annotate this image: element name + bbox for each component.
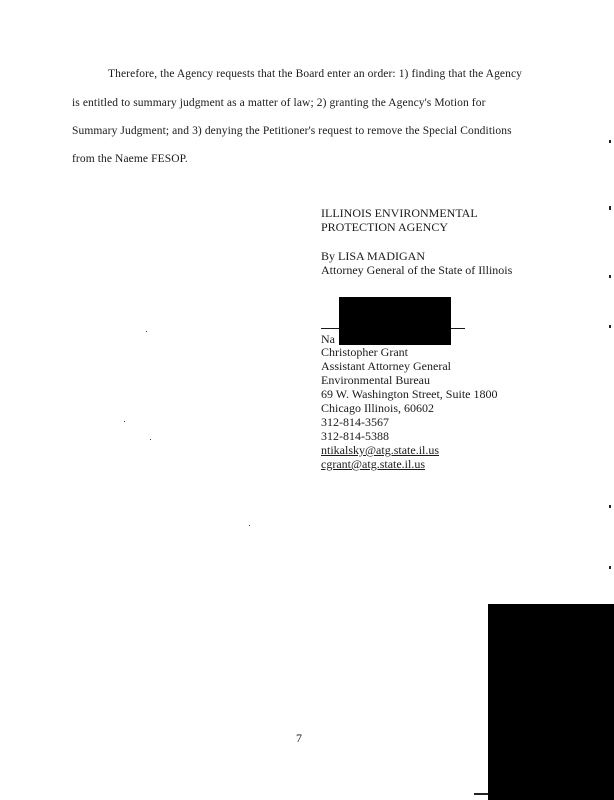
signature-phone-2: 312-814-5388 bbox=[321, 429, 389, 443]
paragraph-line-1: Therefore, the Agency requests that the Board enter an order: 1) finding that the Agency bbox=[108, 68, 523, 80]
edge-mark bbox=[474, 793, 488, 795]
edge-mark bbox=[609, 275, 611, 278]
scan-speck bbox=[249, 525, 250, 526]
edge-mark bbox=[609, 325, 611, 328]
edge-mark bbox=[609, 505, 611, 508]
signature-title: Assistant Attorney General bbox=[321, 359, 451, 373]
edge-mark bbox=[609, 206, 611, 210]
signature-bureau: Environmental Bureau bbox=[321, 373, 430, 387]
email-link-2[interactable]: cgrant@atg.state.il.us bbox=[321, 457, 426, 471]
scan-speck bbox=[150, 439, 151, 440]
edge-mark bbox=[609, 140, 611, 143]
redacted-signature bbox=[339, 297, 451, 345]
signature-address: 69 W. Washington Street, Suite 1800 bbox=[321, 387, 498, 401]
scan-speck bbox=[146, 331, 147, 332]
paragraph-line-2: is entitled to summary judgment as a matter of law; 2) granting the Agency's Motion for bbox=[72, 97, 486, 109]
signature-email-2[interactable] bbox=[321, 458, 425, 472]
signature-org-line-1: ILLINOIS ENVIRONMENTAL bbox=[321, 206, 478, 220]
signature-name-prefix: Na bbox=[321, 332, 335, 346]
paragraph-line-3: Summary Judgment; and 3) denying the Petitioner's request to remove the Special Conditions bbox=[72, 125, 512, 137]
signature-org-line-2: PROTECTION AGENCY bbox=[321, 220, 449, 234]
signature-email-1[interactable] bbox=[321, 444, 439, 458]
signature-city: Chicago Illinois, 60602 bbox=[321, 401, 434, 415]
paragraph-line-4: from the Naeme FESOP. bbox=[72, 153, 188, 165]
signature-by-line: By LISA MADIGAN bbox=[321, 249, 426, 263]
signature-name: Christopher Grant bbox=[321, 345, 408, 359]
email-link-1[interactable]: ntikalsky@atg.state.il.us bbox=[321, 443, 440, 457]
signature-ag-title: Attorney General of the State of Illinois bbox=[321, 263, 513, 277]
signature-phone-1: 312-814-3567 bbox=[321, 415, 389, 429]
edge-mark bbox=[609, 566, 611, 569]
page-number: 7 bbox=[296, 731, 302, 745]
scan-speck bbox=[124, 421, 125, 422]
redacted-block-bottom-right bbox=[488, 604, 614, 800]
